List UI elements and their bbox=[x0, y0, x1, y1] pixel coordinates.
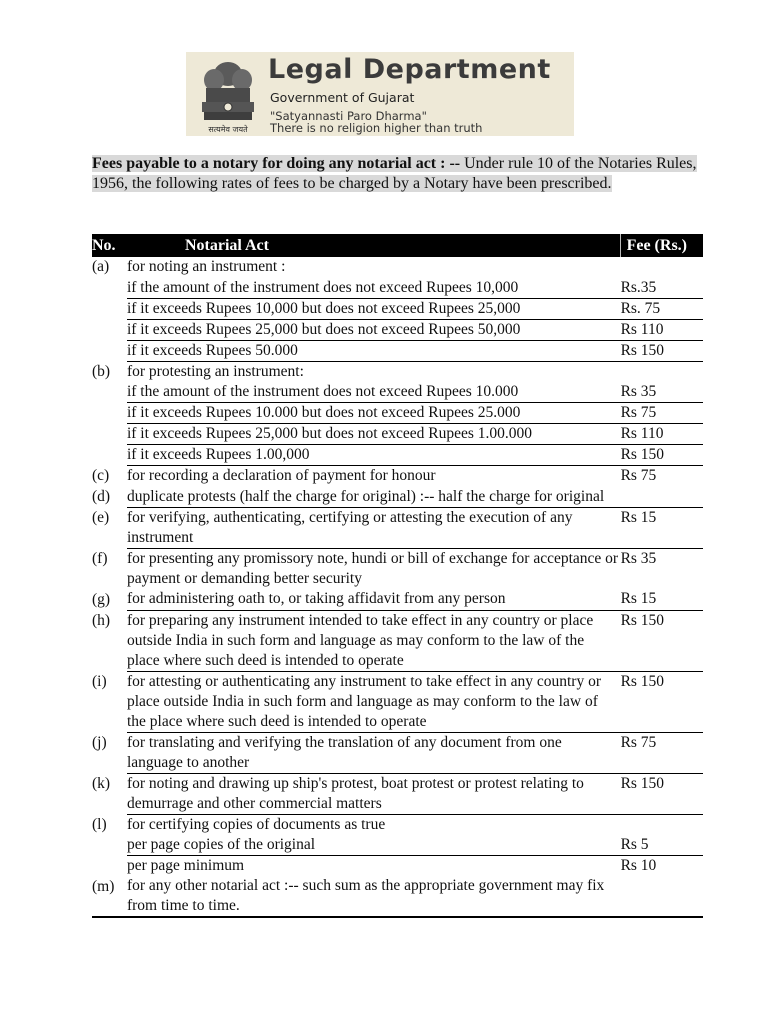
table-row bbox=[92, 382, 703, 403]
row-number bbox=[92, 382, 127, 403]
table-row bbox=[92, 856, 703, 877]
header-fee: Fee (Rs.) bbox=[621, 234, 703, 257]
row-notarial-act: for noting an instrument : bbox=[126, 258, 286, 275]
row-fee: Rs.35 bbox=[621, 278, 703, 299]
row-fee: Rs 75 bbox=[621, 403, 703, 424]
row-notarial-act: if it exceeds Rupees 50.000 bbox=[127, 340, 621, 361]
row-notarial-act: for translating and verifying the translation of any document from one language to another bbox=[127, 732, 621, 773]
row-fee: Rs 75 bbox=[620, 467, 657, 484]
table-row bbox=[92, 814, 703, 835]
row-fee: Rs 110 bbox=[621, 319, 703, 340]
row-number: (l) bbox=[92, 814, 127, 835]
row-number: (a) bbox=[92, 257, 127, 278]
notary-fee-table bbox=[92, 234, 703, 918]
row-fee: Rs 75 bbox=[621, 732, 703, 773]
row-notarial-act: if it exceeds Rupees 10.000 but does not exceed Rupees 25.000 bbox=[127, 403, 621, 424]
row-number: (b) bbox=[92, 361, 127, 382]
table-row bbox=[92, 298, 703, 319]
table-row bbox=[92, 549, 703, 590]
table-row bbox=[92, 403, 703, 424]
department-title: Legal Department bbox=[268, 54, 551, 85]
row-number: (d) bbox=[92, 487, 127, 508]
row-notarial-act: for certifying copies of documents as true bbox=[126, 815, 386, 833]
table-row bbox=[92, 445, 703, 466]
row-notarial-act: duplicate protests (half the charge for original) :-- half the charge for original bbox=[127, 487, 621, 508]
table-row bbox=[92, 508, 703, 549]
motto-sanskrit: "Satyannasti Paro Dharma" bbox=[270, 109, 427, 123]
row-fee: Rs 5 bbox=[621, 835, 703, 856]
table-row bbox=[92, 424, 703, 445]
header-no: No. bbox=[92, 234, 127, 257]
row-fee: Rs 150 bbox=[621, 340, 703, 361]
row-fee: Rs 110 bbox=[621, 424, 703, 445]
row-notarial-act: per page copies of the original bbox=[127, 835, 621, 856]
row-number: (c) bbox=[92, 466, 127, 487]
row-fee bbox=[621, 814, 703, 835]
row-fee bbox=[621, 876, 703, 917]
table-row bbox=[92, 257, 703, 278]
row-fee: Rs 150 bbox=[621, 445, 703, 466]
row-fee: Rs 150 bbox=[621, 610, 703, 671]
row-number: (f) bbox=[92, 549, 127, 590]
row-number: (i) bbox=[92, 671, 127, 732]
national-emblem-icon bbox=[192, 54, 264, 134]
row-number: (m) bbox=[92, 876, 127, 917]
row-notarial-act: for noting and drawing up ship's protest, boat protest or protest relating to demurrage and other commercial matters bbox=[127, 773, 621, 814]
table-row bbox=[92, 671, 703, 732]
row-notarial-act: for verifying, authenticating, certifying or attesting the execution of any instrument bbox=[127, 508, 621, 549]
row-notarial-act: if it exceeds Rupees 10,000 but does not exceed Rupees 25,000 bbox=[127, 298, 621, 319]
table-row bbox=[92, 589, 703, 610]
row-number: (g) bbox=[92, 589, 127, 610]
row-notarial-act: if the amount of the instrument does not exceed Rupees 10,000 bbox=[127, 278, 621, 299]
table-row bbox=[92, 361, 703, 382]
intro-paragraph bbox=[92, 154, 718, 194]
row-number: (j) bbox=[92, 732, 127, 773]
row-fee: Rs 15 bbox=[621, 589, 703, 610]
government-subtitle: Government of Gujarat bbox=[270, 90, 415, 105]
row-fee: Rs 15 bbox=[621, 508, 703, 549]
table-row bbox=[92, 732, 703, 773]
row-number bbox=[92, 340, 127, 361]
row-fee: Rs 10 bbox=[620, 857, 657, 874]
row-number: (e) bbox=[92, 508, 127, 549]
row-fee: Rs. 75 bbox=[621, 298, 703, 319]
row-number bbox=[92, 403, 127, 424]
header-notarial-act: Notarial Act bbox=[127, 234, 621, 257]
table-row bbox=[92, 487, 703, 508]
row-notarial-act: per page minimum bbox=[126, 857, 245, 874]
row-notarial-act: if it exceeds Rupees 25,000 but does not exceed Rupees 50,000 bbox=[127, 319, 621, 340]
row-notarial-act: if it exceeds Rupees 1.00,000 bbox=[127, 445, 621, 466]
row-notarial-act: for preparing any instrument intended to take effect in any country or place outside India in such form and language as may conform to the law of the place where such deed is intended to operate bbox=[127, 610, 621, 671]
table-row bbox=[92, 319, 703, 340]
row-number bbox=[92, 835, 127, 856]
row-number bbox=[92, 319, 127, 340]
row-notarial-act: for recording a declaration of payment for honour bbox=[126, 467, 436, 484]
table-header-row bbox=[92, 234, 703, 257]
intro-heading: Fees payable to a notary for doing any notarial act : -- bbox=[92, 155, 461, 172]
table-row bbox=[92, 835, 703, 856]
row-notarial-act: for any other notarial act :-- such sum as the appropriate government may fix from time to time. bbox=[127, 876, 621, 917]
row-number bbox=[92, 424, 127, 445]
table-row bbox=[92, 340, 703, 361]
row-number bbox=[92, 445, 127, 466]
row-notarial-act: if the amount of the instrument does not exceed Rupees 10.000 bbox=[127, 382, 621, 403]
row-number bbox=[92, 278, 127, 299]
table-row bbox=[92, 773, 703, 814]
row-fee: Rs 35 bbox=[620, 550, 657, 567]
row-fee: Rs 35 bbox=[621, 382, 703, 403]
row-notarial-act: for administering oath to, or taking affidavit from any person bbox=[127, 589, 621, 610]
row-number bbox=[92, 856, 127, 877]
table-row bbox=[92, 466, 703, 487]
table-row bbox=[92, 278, 703, 299]
table-row bbox=[92, 876, 703, 917]
row-notarial-act: if it exceeds Rupees 25,000 but does not exceed Rupees 1.00.000 bbox=[127, 424, 621, 445]
row-notarial-act: for attesting or authenticating any instrument to take effect in any country or place outside India in such form and language as may conform to the law of the place where such deed is intended to operate bbox=[127, 671, 621, 732]
emblem-caption: सत्यमेव जयते bbox=[208, 125, 248, 134]
row-fee: Rs 150 bbox=[621, 773, 703, 814]
intro-body: Under rule 10 of the Notaries Rules, 1956, the following rates of fees to be charged by a Notary have been prescribed. bbox=[92, 155, 697, 192]
header-banner bbox=[186, 52, 574, 136]
row-fee: Rs 150 bbox=[621, 671, 703, 732]
row-fee bbox=[621, 257, 703, 278]
row-number: (h) bbox=[92, 610, 127, 671]
row-fee bbox=[621, 487, 703, 508]
row-fee bbox=[621, 361, 703, 382]
row-notarial-act: for protesting an instrument: bbox=[126, 362, 304, 380]
motto-english: There is no religion higher than truth bbox=[270, 121, 483, 135]
row-number: (k) bbox=[92, 773, 127, 814]
row-notarial-act: for presenting any promissory note, hundi or bill of exchange for acceptance or payment or demanding better security bbox=[126, 550, 619, 587]
table-row bbox=[92, 610, 703, 671]
row-number bbox=[92, 298, 127, 319]
